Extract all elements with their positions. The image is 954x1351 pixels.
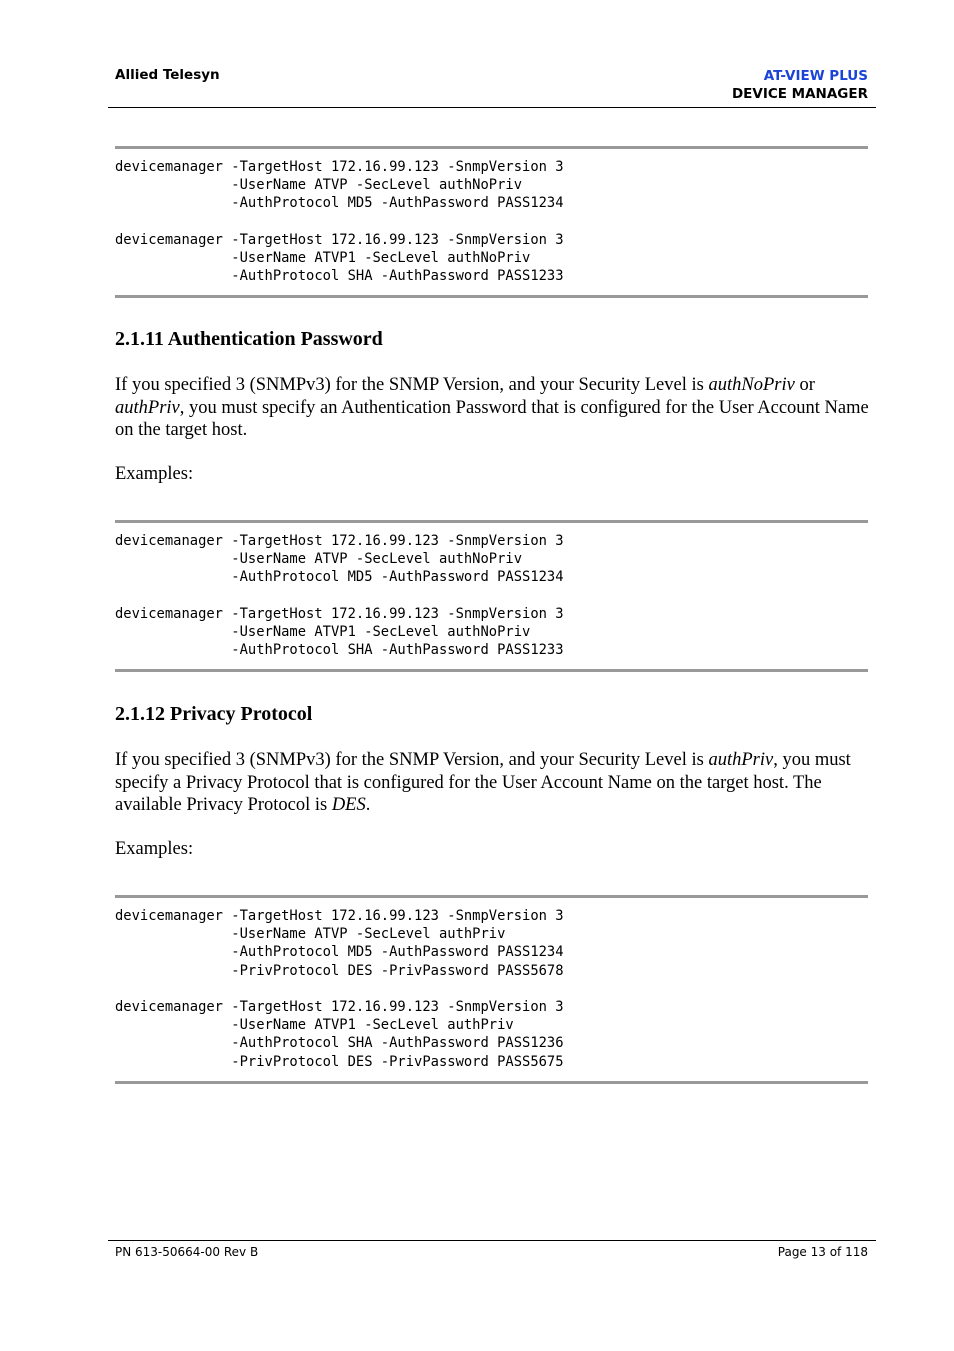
header-company: Allied Telesyn: [115, 67, 220, 83]
header-product: AT-VIEW PLUS: [763, 68, 868, 84]
code-line: -UserName ATVP -SecLevel authPriv: [115, 926, 506, 943]
text-run: , you must specify an Authentication Password that is configured for the User Account Name on the target host.: [115, 397, 869, 441]
emphasis-des: DES: [331, 795, 366, 816]
section-heading-auth-password: 2.1.11 Authentication Password: [115, 328, 383, 350]
section-heading-privacy-protocol: 2.1.12 Privacy Protocol: [115, 703, 313, 725]
header-title-block: [732, 67, 868, 103]
code-line: -AuthProtocol SHA -AuthPassword PASS1233: [115, 268, 564, 285]
text-run: If you specified 3 (SNMPv3) for the SNMP Version, and your Security Level is: [115, 750, 709, 770]
code-line: devicemanager -TargetHost 172.16.99.123 -SnmpVersion 3: [115, 908, 564, 924]
code-line: -PrivProtocol DES -PrivPassword PASS5678: [115, 962, 564, 979]
emphasis-authnopriv: authNoPriv: [708, 375, 795, 395]
header-subtitle: DEVICE MANAGER: [731, 86, 868, 102]
code-line-blank: [115, 587, 868, 605]
privacy-protocol-paragraph: [115, 749, 875, 817]
code-line: -AuthProtocol SHA -AuthPassword PASS1233: [115, 642, 564, 659]
code-line: devicemanager -TargetHost 172.16.99.123 -SnmpVersion 3: [115, 999, 564, 1015]
code-example-1: [115, 146, 868, 298]
header-divider: [108, 107, 876, 108]
code-line: -AuthProtocol MD5 -AuthPassword PASS1234: [115, 569, 564, 586]
code-line: -AuthProtocol MD5 -AuthPassword PASS1234: [115, 944, 564, 961]
examples-label: Examples:: [115, 464, 194, 484]
code-line: -UserName ATVP1 -SecLevel authPriv: [115, 1017, 514, 1034]
code-line: -UserName ATVP1 -SecLevel authNoPriv: [115, 624, 531, 640]
text-run: .: [365, 795, 371, 816]
code-line: devicemanager -TargetHost 172.16.99.123 -SnmpVersion 3: [115, 231, 564, 248]
code-example-2: [115, 520, 868, 672]
code-line: devicemanager -TargetHost 172.16.99.123 -SnmpVersion 3: [115, 159, 564, 175]
code-line: devicemanager -TargetHost 172.16.99.123 -SnmpVersion 3: [115, 533, 564, 549]
code-line-blank: [115, 213, 868, 231]
code-line: devicemanager -TargetHost 172.16.99.123 -SnmpVersion 3: [115, 605, 564, 622]
text-run: If you specified 3 (SNMPv3) for the SNMP Version, and your Security Level is: [115, 375, 709, 395]
footer-page-number: Page 13 of 118: [777, 1245, 868, 1259]
emphasis-authpriv: authPriv: [708, 750, 774, 770]
code-line-blank: [115, 980, 868, 998]
code-line: -AuthProtocol MD5 -AuthPassword PASS1234: [115, 195, 564, 212]
auth-password-paragraph: [115, 374, 875, 442]
footer-divider: [108, 1240, 876, 1241]
code-line: -UserName ATVP -SecLevel authNoPriv: [115, 551, 523, 568]
code-example-3: [115, 895, 868, 1084]
examples-label: Examples:: [115, 839, 194, 859]
code-line: -AuthProtocol SHA -AuthPassword PASS1236: [115, 1035, 564, 1052]
emphasis-authpriv: authPriv: [115, 397, 180, 418]
code-line: -UserName ATVP -SecLevel authNoPriv: [115, 177, 523, 194]
text-run: or: [794, 375, 815, 395]
footer-part-number: PN 613-50664-00 Rev B: [115, 1245, 259, 1259]
code-line: -PrivProtocol DES -PrivPassword PASS5675: [115, 1053, 564, 1070]
code-line: -UserName ATVP1 -SecLevel authNoPriv: [115, 250, 531, 266]
text-run: , you must specify a Privacy Protocol that is configured for the User Account Name on the target host. The available Privacy Protocol is: [115, 750, 851, 816]
